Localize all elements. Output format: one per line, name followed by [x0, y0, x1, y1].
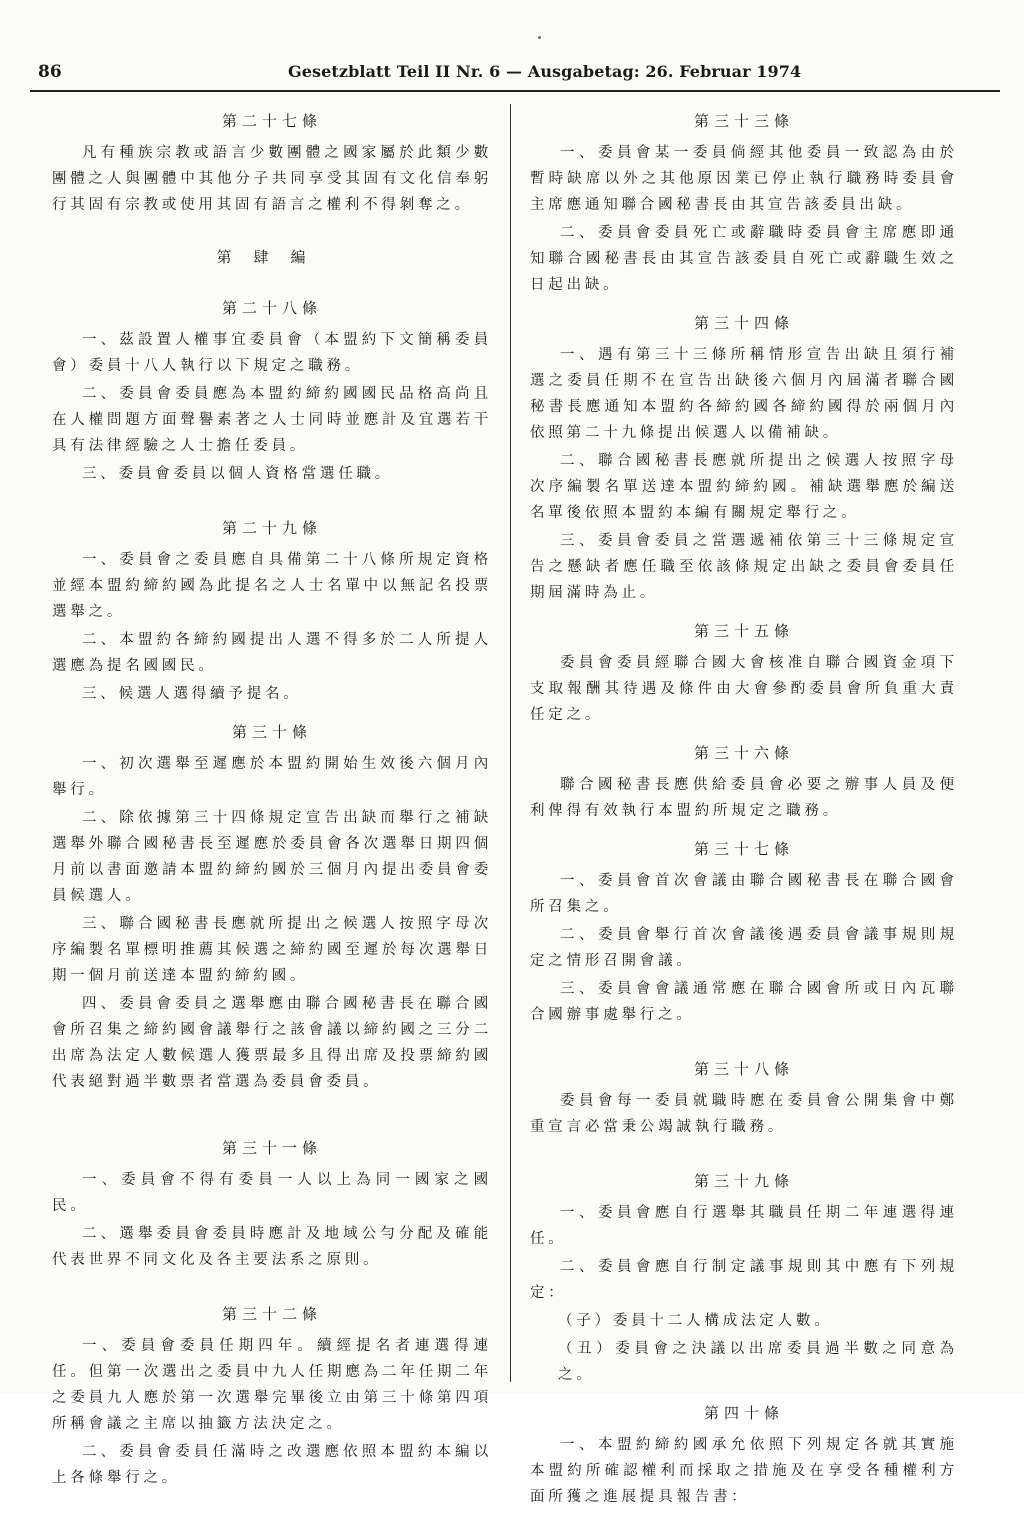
article-paragraph: 二、除依據第三十四條規定宣告出缺而舉行之補缺選舉外聯合國秘書長至遲應於委員會各次選舉日期四個月前以書面邀請本盟約締約國於三個月內提出委員會委員候選人。	[52, 810, 492, 904]
part-title: 第肆編	[216, 248, 328, 266]
article-paragraph: 二、聯合國秘書長應就所提出之候選人按照字母次序編製名單送達本盟約締約國。補缺選舉應於編送名單後依照本盟約本編有關規定舉行之。	[530, 453, 958, 521]
article-27	[52, 110, 492, 218]
page-number: 86	[38, 62, 62, 82]
page-header	[30, 58, 1000, 92]
article-paragraph: 一、初次選舉至遲應於本盟約開始生效後六個月內舉行。	[52, 756, 492, 798]
article-30	[52, 721, 492, 1095]
article-paragraph: 二、委員會委員應為本盟約締約國國民品格高尚且在人權問題方面聲譽素著之人士同時並應計及宜選若干具有法律經驗之人士擔任委員。	[52, 386, 492, 454]
article-title: 第二十七條	[221, 112, 322, 130]
article-31	[52, 1137, 492, 1273]
article-paragraph: 二、委員會應自行制定議事規則其中應有下列規定：	[530, 1259, 958, 1301]
article-title: 第三十四條	[693, 314, 794, 332]
article-paragraph: 委員會每一委員就職時應在委員會公開集會中鄭重宣言必當秉公竭誠執行職務。	[530, 1093, 958, 1135]
article-33	[530, 110, 958, 298]
article-paragraph: 三、候選人選得續予提名。	[82, 686, 302, 702]
article-title: 第二十八條	[221, 299, 322, 317]
article-paragraph: 一、委員會應自行選舉其職員任期二年連選得連任。	[530, 1205, 958, 1247]
article-title: 第二十九條	[221, 519, 322, 537]
article-paragraph: 三、委員會會議通常應在聯合國會所或日內瓦聯合國辦事處舉行之。	[530, 981, 958, 1023]
article-title: 第三十一條	[221, 1139, 322, 1157]
right-column	[530, 104, 958, 1524]
article-paragraph: 二、委員會委員死亡或辭職時委員會主席應即通知聯合國秘書長由其宣告該委員自死亡或辭職生效之日起出缺。	[530, 225, 958, 293]
column-divider	[510, 104, 511, 1382]
article-37	[530, 838, 958, 1028]
article-subparagraph: （子）委員十二人構成法定人數。	[558, 1313, 833, 1329]
article-title: 第三十九條	[693, 1172, 794, 1190]
article-title: 第三十條	[231, 723, 312, 741]
article-29	[52, 517, 492, 707]
article-34	[530, 312, 958, 606]
article-32	[52, 1303, 492, 1491]
article-paragraph: 二、選舉委員會委員時應計及地域公勻分配及確能代表世界不同文化及各主要法系之原則。	[52, 1226, 492, 1268]
article-40	[530, 1402, 958, 1510]
article-title: 第三十七條	[693, 840, 794, 858]
article-paragraph: 委員會委員經聯合國大會核准自聯合國資金項下支取報酬其待遇及條件由大會參酌委員會所負重大責任定之。	[530, 655, 958, 723]
article-paragraph: 聯合國秘書長應供給委員會必要之辦事人員及便利俾得有效執行本盟約所規定之職務。	[530, 777, 958, 819]
article-paragraph: 四、委員會委員之選舉應由聯合國秘書長在聯合國會所召集之締約國會議舉行之該會議以締約國之三分二出席為法定人數候選人獲票最多且得出席及投票締約國代表絕對過半數票者當選為委員會委員。	[52, 996, 492, 1090]
article-paragraph: 三、委員會委員以個人資格當選任職。	[82, 466, 394, 482]
article-paragraph: 一、委員會首次會議由聯合國秘書長在聯合國會所召集之。	[530, 873, 958, 915]
article-title: 第三十五條	[693, 622, 794, 640]
article-35	[530, 620, 958, 728]
left-column	[52, 104, 492, 1505]
article-paragraph: 一、本盟約締約國承允依照下列規定各就其實施本盟約所確認權利而採取之措施及在享受各種權利方面所獲之進展提具報告書：	[530, 1437, 958, 1505]
article-paragraph: 二、委員會舉行首次會議後遇委員會議事規則規定之情形召開會議。	[530, 927, 958, 969]
article-title: 第三十二條	[221, 1305, 322, 1323]
article-39	[530, 1170, 958, 1388]
article-title: 第三十六條	[693, 744, 794, 762]
article-paragraph: 一、遇有第三十三條所稱情形宣告出缺且須行補選之委員任期不在宣告出缺後六個月內屆滿者聯合國秘書長應通知本盟約各締約國各締約國得於兩個月內依照第二十九條提出候選人以備補缺。	[530, 347, 958, 441]
article-paragraph: 一、茲設置人權事宜委員會（本盟約下文簡稱委員會）委員十八人執行以下規定之職務。	[52, 332, 492, 374]
article-title: 第三十三條	[693, 112, 794, 130]
article-paragraph: 一、委員會某一委員倘經其他委員一致認為由於暫時缺席以外之其他原因業已停止執行職務時委員會主席應通知聯合國秘書長由其宣告該委員出缺。	[530, 145, 958, 213]
article-paragraph: 凡有種族宗教或語言少數團體之國家屬於此類少數團體之人與團體中其他分子共同享受其固有文化信奉躬行其固有宗教或使用其固有語言之權利不得剝奪之。	[52, 145, 492, 213]
article-paragraph: 一、委員會之委員應自具備第二十八條所規定資格並經本盟約締約國為此提名之人士名單中以無記名投票選舉之。	[52, 552, 492, 620]
article-paragraph: 一、委員會委員任期四年。續經提名者連選得連任。但第一次選出之委員中九人任期應為二年任期二年之委員九人應於第一次選舉完畢後立由第三十條第四項所稱會議之主席以抽籤方法決定之。	[52, 1338, 492, 1432]
article-paragraph: 三、聯合國秘書長應就所提出之候選人按照字母次序編製名單標明推薦其候選之締約國至遲於每次選舉日期一個月前送達本盟約締約國。	[52, 916, 492, 984]
article-subparagraph: （丑）委員會之決議以出席委員過半數之同意為之。	[558, 1341, 958, 1383]
article-paragraph: 三、委員會委員之當選遞補依第三十三條規定宣告之懸缺者應任職至依該條規定出缺之委員會委員任期屆滿時為止。	[530, 533, 958, 601]
scan-speck	[538, 36, 541, 39]
article-38	[530, 1058, 958, 1140]
article-paragraph: 一、委員會不得有委員一人以上為同一國家之國民。	[52, 1172, 492, 1214]
article-36	[530, 742, 958, 824]
article-title: 第四十條	[703, 1404, 784, 1422]
article-28	[52, 297, 492, 487]
article-paragraph: 二、本盟約各締約國提出人選不得多於二人所提人選應為提名國國民。	[52, 632, 492, 674]
article-paragraph: 二、委員會委員任滿時之改選應依照本盟約本編以上各條舉行之。	[52, 1444, 492, 1486]
running-head: Gesetzblatt Teil II Nr. 6 — Ausgabetag: 26. Februar 1974	[288, 62, 802, 81]
article-title: 第三十八條	[693, 1060, 794, 1078]
